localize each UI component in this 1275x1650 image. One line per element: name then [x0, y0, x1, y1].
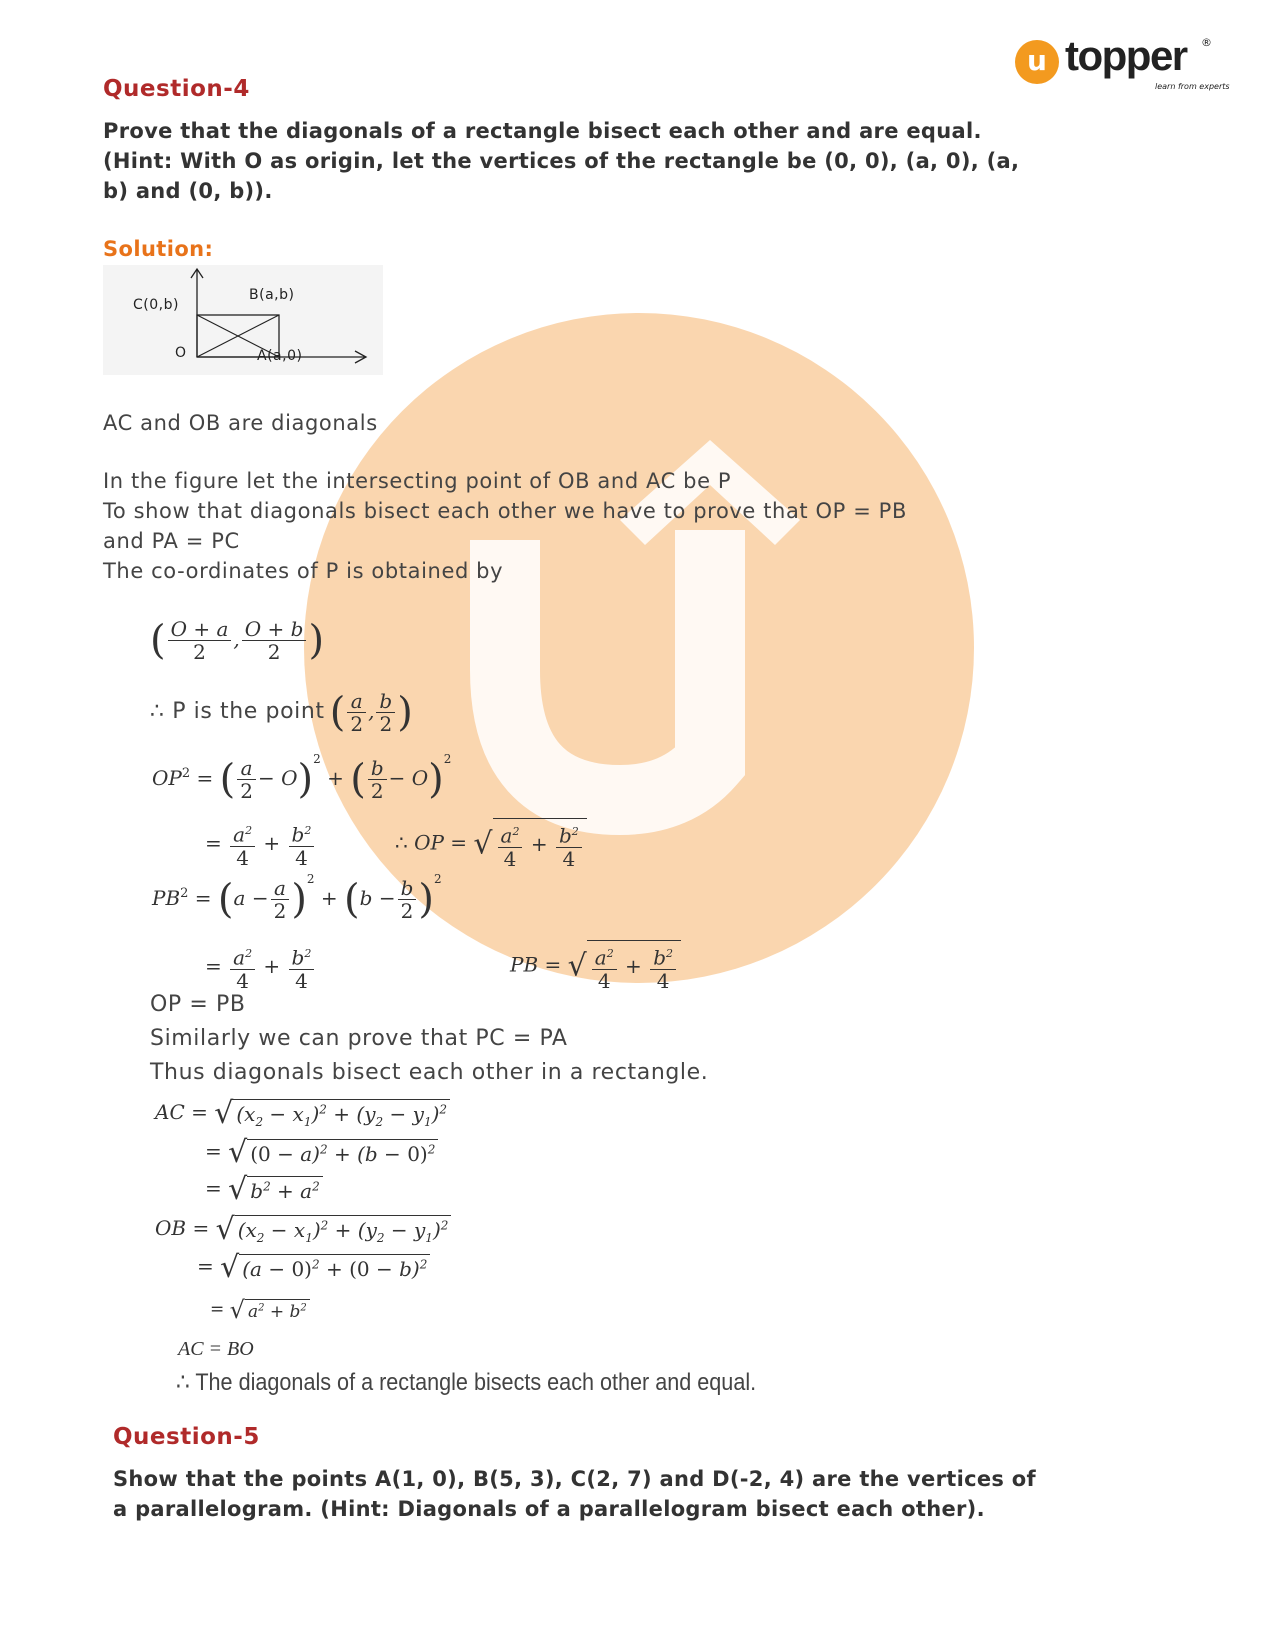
p-point-formula: ( $\frac{a}{2}$ , $\frac{b}{2}$ ) [329, 689, 413, 736]
ob-distance-formula: OB = √ $(x_2 - x_1)^2 + (y_2 - y_1)^2$ [155, 1212, 451, 1247]
solution-title: Solution: [103, 237, 214, 261]
question-5-title: Question-5 [113, 1424, 260, 1450]
op-squared-formula: $OP^2$ = ( $\frac{a}{2}$ − O)$^2$ + ( $\frac{b}{2}$ − O)$^2$ [152, 752, 452, 803]
op-root-formula: ∴ OP = √ $\frac{a^2}{4}$ + $\frac{b^2}{4}$ [395, 818, 587, 870]
paragraph-line-1: In the figure let the intersecting point of OB and AC be P [103, 469, 732, 493]
ob-distance-step-3: = √ $a^2 + b^2$ [210, 1296, 310, 1324]
op-equals-pb: OP = PB [150, 992, 246, 1017]
figure-label-a: A(a,0) [257, 348, 303, 364]
p-point-label: ∴ P is the point [150, 699, 325, 724]
question-5-text [113, 1464, 1213, 1524]
logo-text: topper [1065, 32, 1187, 79]
question-4-line-2: (Hint: With O as origin, let the vertices of the rectangle be (0, 0), (a, 0), (a, [103, 149, 1020, 173]
paragraph-line-3: and PA = PC [103, 529, 240, 553]
rectangle-figure [103, 265, 383, 375]
diagonals-statement: AC and OB are diagonals [103, 411, 378, 435]
p-point-line [150, 690, 413, 735]
op-squared-result: = $\frac{a^2}{4}$ + $\frac{b^2}{4}$ [205, 820, 316, 869]
rectangle-diagram [103, 265, 383, 375]
topper-logo [1015, 32, 1245, 100]
intersection-paragraph [103, 466, 1203, 586]
thus-statement: Thus diagonals bisect each other in a rectangle. [150, 1060, 709, 1085]
midpoint-formula: ( $\frac{O + a}{2}$ , $\frac{O + b}{2}$ ) [150, 617, 325, 664]
similarly-statement: Similarly we can prove that PC = PA [150, 1026, 568, 1051]
ac-distance-step-3: = √ $b^2 + a^2$ [205, 1172, 323, 1207]
question-4-line-1: Prove that the diagonals of a rectangle bisect each other and are equal. [103, 119, 982, 143]
question-5-line-1: Show that the points A(1, 0), B(5, 3), C(2, 7) and D(-2, 4) are the vertices of [113, 1467, 1036, 1491]
logo-registered: ® [1201, 36, 1212, 49]
question-4-line-3: b) and (0, b)). [103, 179, 273, 203]
question-4-text [103, 116, 1183, 206]
paragraph-line-4: The co-ordinates of P is obtained by [103, 559, 504, 583]
ac-distance-step-2: = √ $(0 - a)^2 + (b - 0)^2$ [205, 1135, 438, 1170]
conclusion-statement: ∴ The diagonals of a rectangle bisects each other and equal. [176, 1369, 757, 1396]
ac-equals-bo: AC = BO [178, 1338, 254, 1360]
pb-squared-formula: $PB^2 = (a$ − $\frac{a}{2}$ )$^2$ + (b − $\frac{b}{2}$ )$^2$ [152, 872, 442, 923]
figure-label-b: B(a,b) [249, 287, 295, 303]
paragraph-line-2: To show that diagonals bisect each other we have to prove that OP = PB [103, 499, 907, 523]
question-5-line-2: a parallelogram. (Hint: Diagonals of a parallelogram bisect each other). [113, 1497, 985, 1521]
figure-label-o: O [175, 345, 187, 361]
logo-tagline: learn from experts [1155, 82, 1230, 91]
ac-distance-formula: AC = √ $(x_2 - x_1)^2 + (y_2 - y_1)^2$ [155, 1096, 450, 1131]
pb-root-formula: PB = √ $\frac{a^2}{4}$ + $\frac{b^2}{4}$ [510, 940, 681, 992]
logo-mark-icon: u [1015, 40, 1059, 84]
question-4-title: Question-4 [103, 76, 250, 102]
figure-label-c: C(0,b) [133, 297, 179, 313]
pb-squared-result: = $\frac{a^2}{4}$ + $\frac{b^2}{4}$ [205, 943, 316, 992]
ob-distance-step-2: = √ $(a - 0)^2 + (0 - b)^2$ [197, 1250, 430, 1285]
